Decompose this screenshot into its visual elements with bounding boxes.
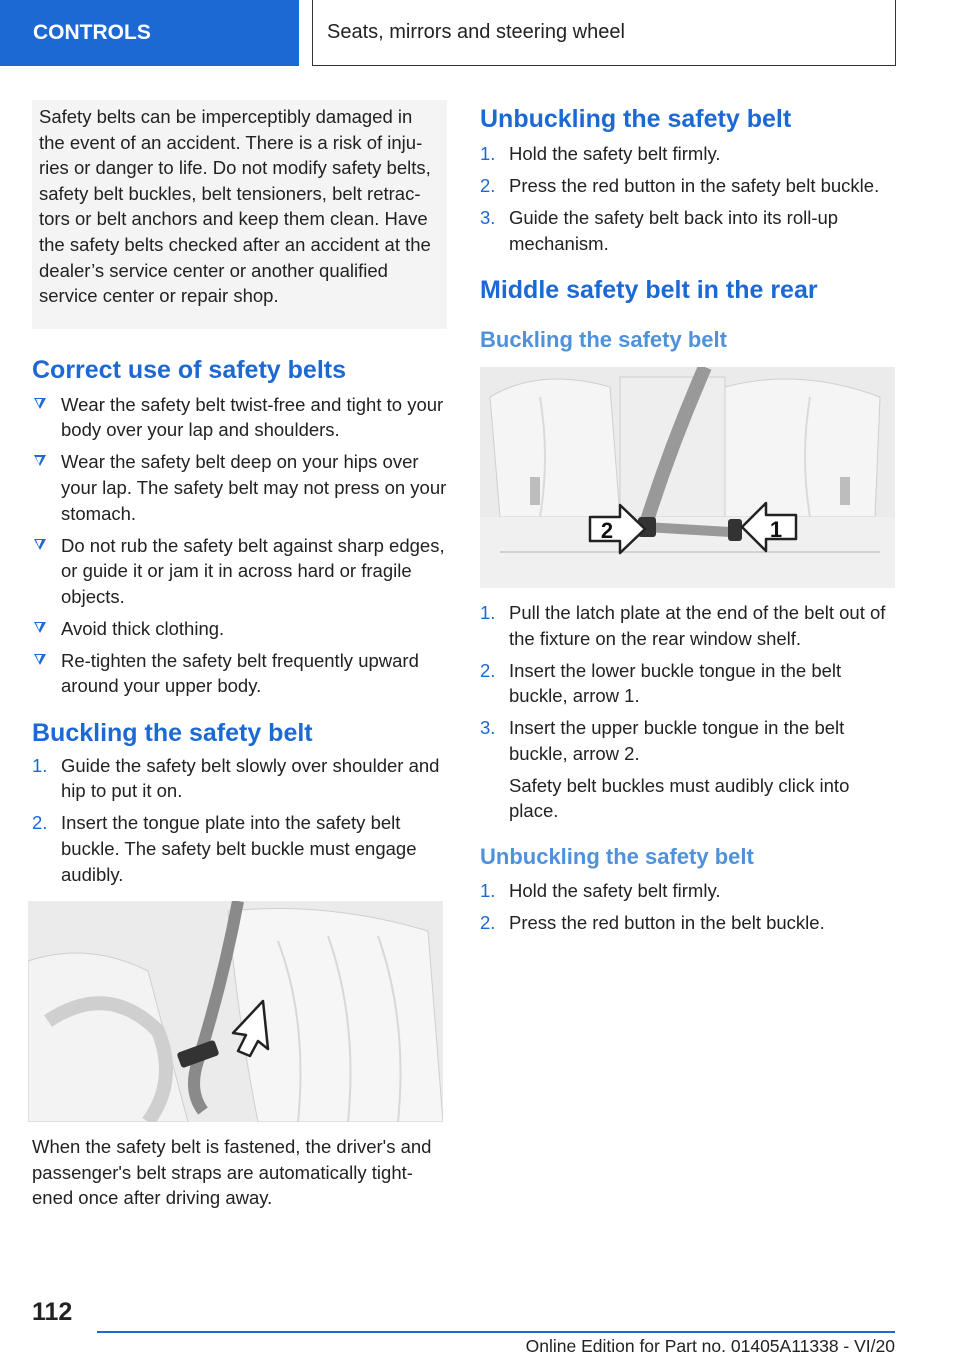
page-number: 112 [32, 1298, 73, 1326]
step-item: 1. Hold the safety belt firmly. [480, 143, 721, 164]
step-item: 2. Insert the lower buckle tongue in the belt buckle, arrow 1. [480, 659, 842, 707]
middle-belt-heading: Middle safety belt in the rear [480, 276, 818, 305]
step-item: 3. Guide the safety belt back into its roll-up mechanism. [480, 206, 839, 254]
left-column [32, 100, 447, 1211]
unbuckling-heading: Unbuckling the safety belt [480, 105, 792, 133]
list-item: Do not rub the safety belt against sharp edges, or guide it or jam it in across hard or fragile objects. [32, 533, 447, 610]
buckling-note: When the safety belt is fastened, the driver's and passenger's belt straps are automatically tight-ened once after driving away. [32, 1136, 432, 1209]
step-item: 2. Press the red button in the safety belt buckle. [480, 174, 880, 196]
triangle-bullet-icon [34, 654, 46, 665]
rear-belt-figure [480, 367, 895, 588]
triangle-bullet-icon [34, 539, 46, 550]
unbuckling-steps [480, 141, 895, 256]
chapter-title: Seats, mirrors and steering wheel [327, 21, 625, 43]
correct-use-list [32, 392, 447, 699]
section-label: CONTROLS [33, 21, 151, 44]
section-tab [0, 0, 299, 66]
list-item: Re-tighten the safety belt frequently upward around your upper body. [32, 648, 447, 699]
arrow-2-label: 2 [600, 518, 614, 544]
right-column [480, 100, 895, 942]
rear-seat-illustration [480, 367, 895, 588]
step-item: 1. Pull the latch plate at the end of the belt out of the fixture on the rear window shelf. [480, 602, 886, 649]
triangle-bullet-icon [34, 398, 46, 409]
middle-unbuckling-steps [480, 878, 895, 936]
edition-text: Online Edition for Part no. 01405A11338 - VI/20 [525, 1336, 895, 1356]
step-item: 2. Press the red button in the belt buckle. [480, 912, 825, 934]
triangle-bullet-icon [34, 622, 46, 633]
list-item: Wear the safety belt twist-free and tight to your body over your lap and shoulders. [32, 392, 447, 443]
middle-unbuckling-heading: Unbuckling the safety belt [480, 844, 754, 870]
buckling-heading: Buckling the safety belt [32, 718, 313, 747]
list-item: Avoid thick clothing. [32, 616, 447, 642]
step-item: 1. Hold the safety belt firmly. [480, 880, 721, 902]
step-item: 2. Insert the tongue plate into the safety belt buckle. The safety belt buckle must engage audibly. [32, 812, 417, 885]
chapter-title-bar [312, 0, 896, 66]
list-item: Wear the safety belt deep on your hips over your lap. The safety belt may not press on your stomach. [32, 449, 447, 526]
seat-belt-illustration [28, 901, 443, 1122]
triangle-bullet-icon [34, 455, 46, 466]
step-item: 1. Guide the safety belt slowly over shoulder and hip to put it on. [32, 754, 440, 802]
middle-buckling-steps [480, 600, 895, 766]
middle-buckling-heading: Buckling the safety belt [480, 327, 727, 353]
footer-divider [97, 1331, 895, 1333]
step-item: 3. Insert the upper buckle tongue in the belt buckle, arrow 2. [480, 717, 845, 764]
warning-text: Safety belts can be imperceptibly damaged in the event of an accident. There is a risk of inju-ries or danger to life. Do not modify safety belts, safety belt buckles, belt tensioners, belt retrac-tors or belt anchors and keep them clean. Have the safety belts checked after an accident at the dealer’s service center or another qualified service center or repair shop. [39, 106, 431, 307]
warning-box [32, 100, 447, 329]
buckling-steps [32, 753, 447, 887]
buckling-figure [28, 901, 443, 1122]
middle-buckling-note: Safety belt buckles must audibly click into place. [509, 774, 850, 822]
arrow-1-label: 1 [769, 517, 783, 543]
correct-use-heading: Correct use of safety belts [32, 355, 346, 384]
